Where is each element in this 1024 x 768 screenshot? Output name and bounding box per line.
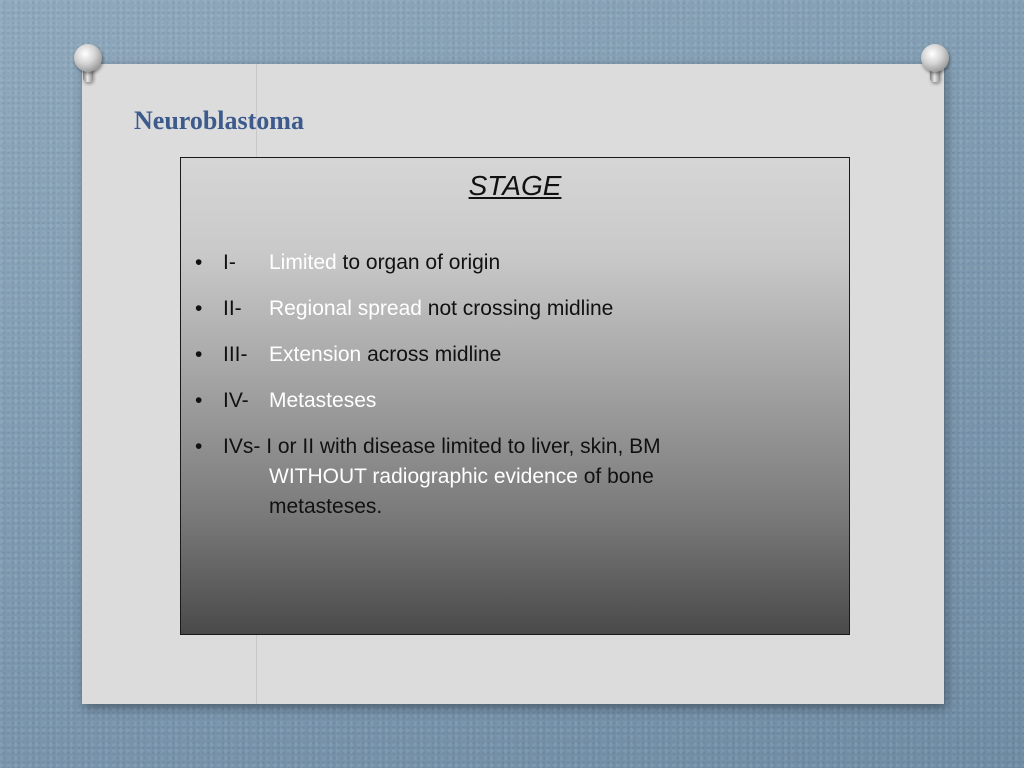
list-item (191, 340, 831, 370)
bullet-icon: • (195, 435, 203, 458)
stage-description-rest: of bone (577, 465, 654, 488)
stage-highlight: Extension (269, 343, 362, 366)
pushpin-icon-left (74, 44, 104, 84)
list-item (191, 432, 831, 522)
slide-title: Neuroblastoma (134, 106, 304, 135)
stage-code: IVs- (223, 435, 261, 458)
stage-heading: STAGE (468, 170, 562, 201)
stage-highlight: Limited (269, 251, 337, 274)
list-item (191, 248, 831, 278)
stage-description: not crossing midline (421, 297, 614, 320)
stage-code: II- (223, 297, 242, 320)
stage-description: across midline (361, 343, 502, 366)
bullet-icon: • (195, 297, 203, 320)
stage-code: III- (223, 343, 248, 366)
bullet-icon: • (195, 251, 203, 274)
stage-highlight: WITHOUT radiographic evidence (269, 465, 578, 488)
list-item (191, 294, 831, 324)
stage-description-end: metasteses. (269, 495, 383, 518)
stage-description: I or II with disease limited to liver, skin, BM (266, 435, 661, 458)
stage-content-box (180, 157, 850, 635)
bullet-icon: • (195, 389, 203, 412)
stage-description: to organ of origin (336, 251, 501, 274)
stage-code: I- (223, 251, 236, 274)
pushpin-icon-right (921, 44, 951, 84)
stage-description-continued (223, 462, 831, 492)
stage-code: IV- (223, 389, 249, 412)
list-item (191, 386, 831, 416)
stage-highlight: Metasteses (269, 389, 377, 412)
bullet-icon: • (195, 343, 203, 366)
stage-list (191, 248, 831, 538)
stage-highlight: Regional spread (269, 297, 422, 320)
